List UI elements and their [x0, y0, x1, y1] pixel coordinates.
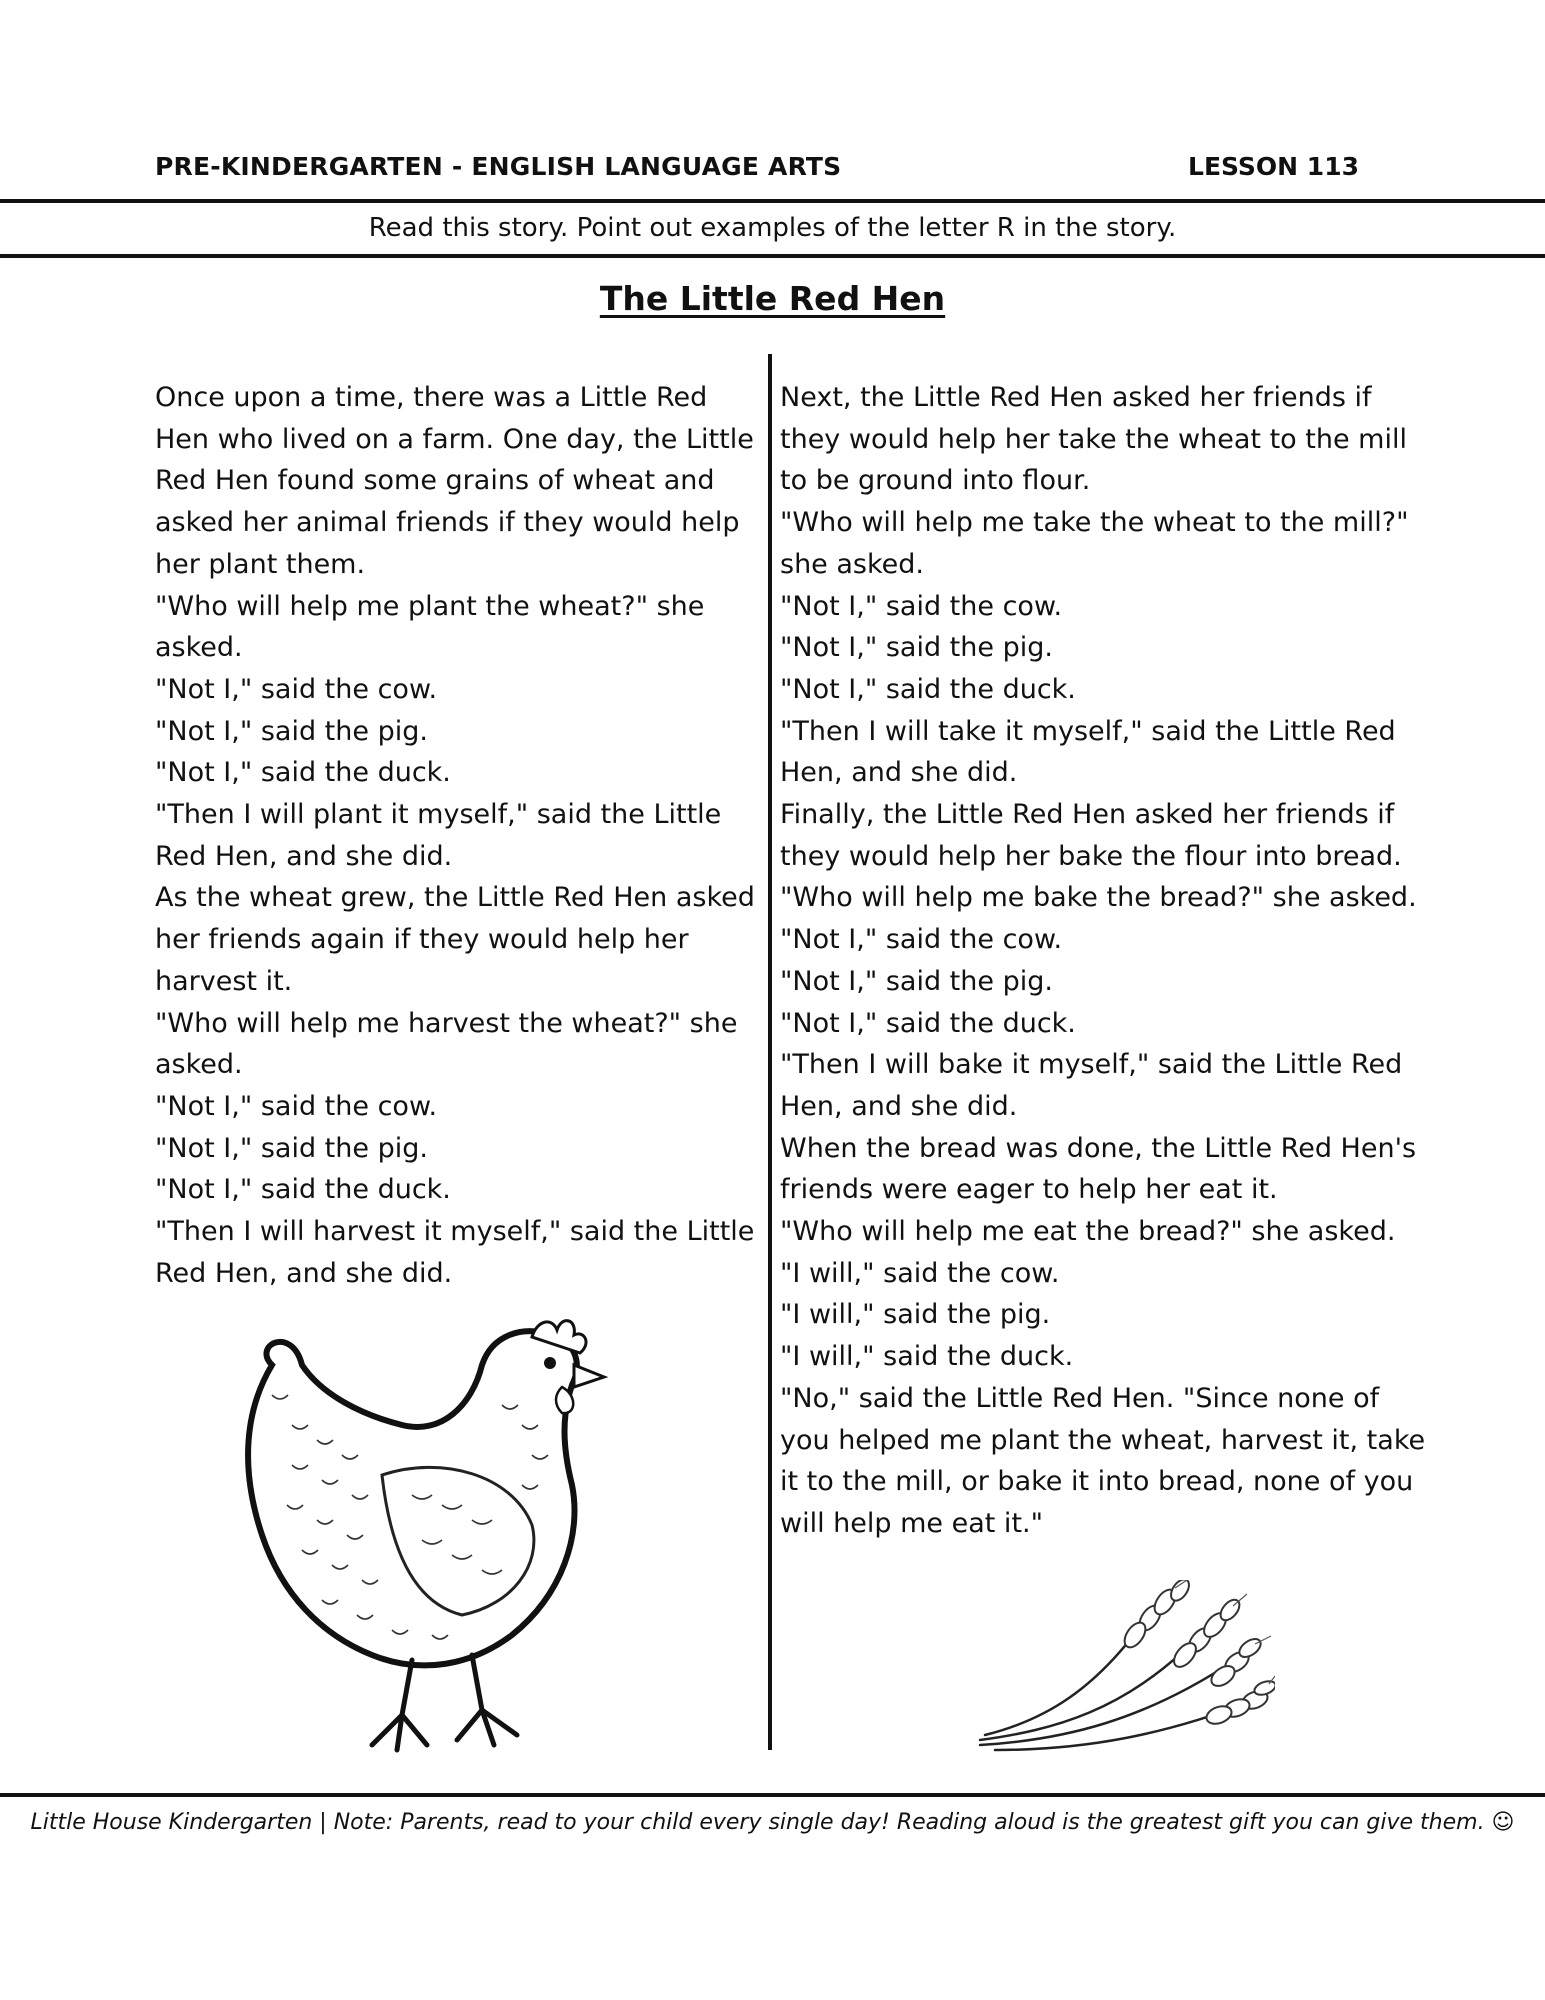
story-line: to be ground into flour. [780, 465, 1091, 497]
story-line: "Who will help me harvest the wheat?" she [155, 1007, 738, 1039]
story-line: "Not I," said the duck. [155, 757, 451, 789]
story-line: "Who will help me take the wheat to the mill?" [780, 507, 1409, 539]
instruction-text: Read this story. Point out examples of the letter R in the story. [368, 213, 1177, 243]
story-line: Next, the Little Red Hen asked her friends if [780, 382, 1372, 413]
story-line: you helped me plant the wheat, harvest it, take [780, 1424, 1426, 1456]
story-line: her friends again if they would help her [155, 924, 689, 956]
story-line: When the bread was done, the Little Red Hen's [780, 1132, 1417, 1164]
story-line: her plant them. [155, 548, 366, 580]
story-line: "Not I," said the cow. [780, 590, 1063, 622]
story-line: "Not I," said the pig. [780, 632, 1053, 664]
story-title: The Little Red Hen [599, 279, 946, 318]
hen-illustration [232, 1305, 652, 1765]
story-line: "Then I will take it myself," said the Little Red [780, 715, 1396, 747]
footer-note: Little House Kindergarten | Note: Parents, read to your child every single day! Reading aloud is the greatest gift you can give them. ☺ [30, 1810, 1515, 1835]
story-line: "No," said the Little Red Hen. "Since none of [780, 1382, 1380, 1414]
header-title: PRE-KINDERGARTEN - ENGLISH LANGUAGE ARTS [155, 152, 842, 181]
wheat-illustration [975, 1580, 1275, 1765]
story-line: they would help her bake the flour into bread. [780, 840, 1402, 872]
story-line: Red Hen, and she did. [155, 1257, 453, 1289]
story-line: "Not I," said the pig. [155, 715, 428, 747]
story-line: Once upon a time, there was a Little Red [155, 382, 708, 413]
story-line: "Then I will plant it myself," said the Little [155, 799, 722, 831]
story-line: "Not I," said the cow. [780, 924, 1063, 956]
story-line: Hen who lived on a farm. One day, the Little [155, 423, 754, 455]
footer-divider [0, 1793, 1545, 1797]
story-line: Hen, and she did. [780, 757, 1018, 789]
story-line: asked. [155, 632, 243, 664]
story-column-left [155, 377, 755, 1294]
story-line: "Not I," said the duck. [780, 673, 1076, 705]
story-line: Finally, the Little Red Hen asked her friends if [780, 799, 1395, 831]
story-line: "Not I," said the duck. [155, 1174, 451, 1206]
story-line: As the wheat grew, the Little Red Hen asked [155, 882, 755, 914]
story-line: "Who will help me eat the bread?" she asked. [780, 1216, 1396, 1248]
lesson-number: LESSON 113 [1188, 152, 1359, 181]
story-column-right [780, 377, 1425, 1545]
top-divider [0, 199, 1545, 203]
story-line: asked her animal friends if they would help [155, 507, 740, 539]
story-line: "Not I," said the pig. [155, 1132, 428, 1164]
story-line: "I will," said the pig. [780, 1299, 1051, 1331]
story-line: Red Hen, and she did. [155, 840, 453, 872]
story-line: "Then I will bake it myself," said the Little Red [780, 1049, 1403, 1081]
story-line: "Who will help me plant the wheat?" she [155, 590, 705, 622]
story-line: friends were eager to help her eat it. [780, 1174, 1278, 1206]
story-line: will help me eat it." [780, 1507, 1044, 1539]
story-line: Hen, and she did. [780, 1090, 1018, 1122]
story-line: it to the mill, or bake it into bread, none of you [780, 1466, 1414, 1498]
story-line: asked. [155, 1049, 243, 1081]
story-line: they would help her take the wheat to the mill [780, 423, 1407, 455]
story-line: "Then I will harvest it myself," said the Little [155, 1216, 755, 1248]
story-line: Red Hen found some grains of wheat and [155, 465, 715, 497]
story-line: "I will," said the duck. [780, 1341, 1074, 1373]
instruction-divider [0, 254, 1545, 258]
story-line: "Not I," said the cow. [155, 673, 438, 705]
column-divider [768, 354, 772, 1750]
story-line: she asked. [780, 548, 924, 580]
story-line: "Not I," said the duck. [780, 1007, 1076, 1039]
story-line: "Not I," said the pig. [780, 965, 1053, 997]
story-line: "Not I," said the cow. [155, 1090, 438, 1122]
story-line: "I will," said the cow. [780, 1257, 1060, 1289]
story-line: "Who will help me bake the bread?" she asked. [780, 882, 1417, 914]
story-line: harvest it. [155, 965, 293, 997]
